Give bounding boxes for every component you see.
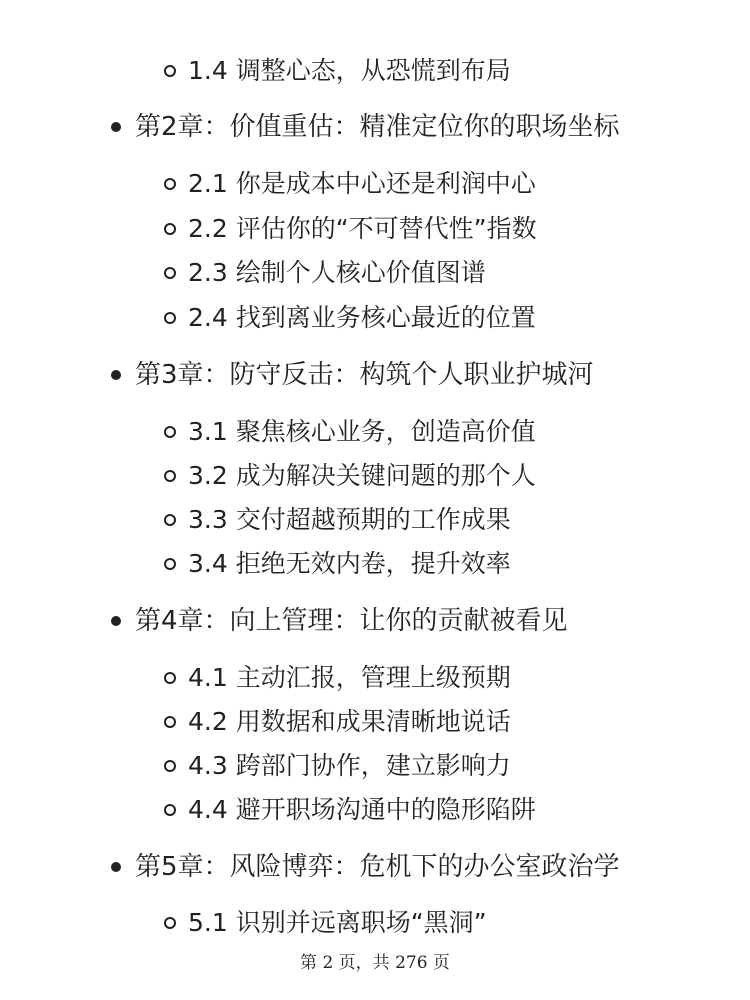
section-title: 4.4 避开职场沟通中的隐形陷阱 — [188, 795, 536, 824]
filled-bullet-icon — [111, 862, 121, 872]
hollow-bullet-icon — [164, 672, 176, 684]
section-title: 4.3 跨部门协作，建立影响力 — [188, 751, 511, 780]
chapter-title: 第2章：价值重估：精准定位你的职场坐标 — [135, 112, 620, 142]
hollow-bullet-icon — [164, 470, 176, 482]
section-title: 4.2 用数据和成果清晰地说话 — [188, 707, 511, 736]
section-title: 2.1 你是成本中心还是利润中心 — [188, 169, 536, 198]
hollow-bullet-icon — [164, 804, 176, 816]
page-number-footer: 第 2 页，共 276 页 — [300, 953, 450, 973]
chapter-title: 第4章：向上管理：让你的贡献被看见 — [135, 606, 568, 636]
section-title: 3.1 聚焦核心业务，创造高价值 — [188, 417, 536, 446]
hollow-bullet-icon — [164, 917, 176, 929]
hollow-bullet-icon — [164, 716, 176, 728]
hollow-bullet-icon — [164, 312, 176, 324]
hollow-bullet-icon — [164, 65, 176, 77]
hollow-bullet-icon — [164, 223, 176, 235]
filled-bullet-icon — [111, 122, 121, 132]
hollow-bullet-icon — [164, 558, 176, 570]
chapter-title: 第3章：防守反击：构筑个人职业护城河 — [135, 360, 594, 390]
filled-bullet-icon — [111, 370, 121, 380]
section-title: 1.4 调整心态，从恐慌到布局 — [188, 56, 511, 85]
section-title: 2.4 找到离业务核心最近的位置 — [188, 303, 536, 332]
section-title: 4.1 主动汇报，管理上级预期 — [188, 663, 511, 692]
section-title: 3.2 成为解决关键问题的那个人 — [188, 461, 536, 490]
hollow-bullet-icon — [164, 267, 176, 279]
hollow-bullet-icon — [164, 514, 176, 526]
section-title: 2.2 评估你的“不可替代性”指数 — [188, 214, 537, 243]
chapter-title: 第5章：风险博弈：危机下的办公室政治学 — [135, 852, 620, 882]
hollow-bullet-icon — [164, 426, 176, 438]
section-title: 3.4 拒绝无效内卷，提升效率 — [188, 549, 511, 578]
section-title: 3.3 交付超越预期的工作成果 — [188, 505, 511, 534]
hollow-bullet-icon — [164, 760, 176, 772]
section-title: 5.1 识别并远离职场“黑洞” — [188, 908, 487, 937]
section-title: 2.3 绘制个人核心价值图谱 — [188, 258, 486, 287]
filled-bullet-icon — [111, 616, 121, 626]
hollow-bullet-icon — [164, 178, 176, 190]
